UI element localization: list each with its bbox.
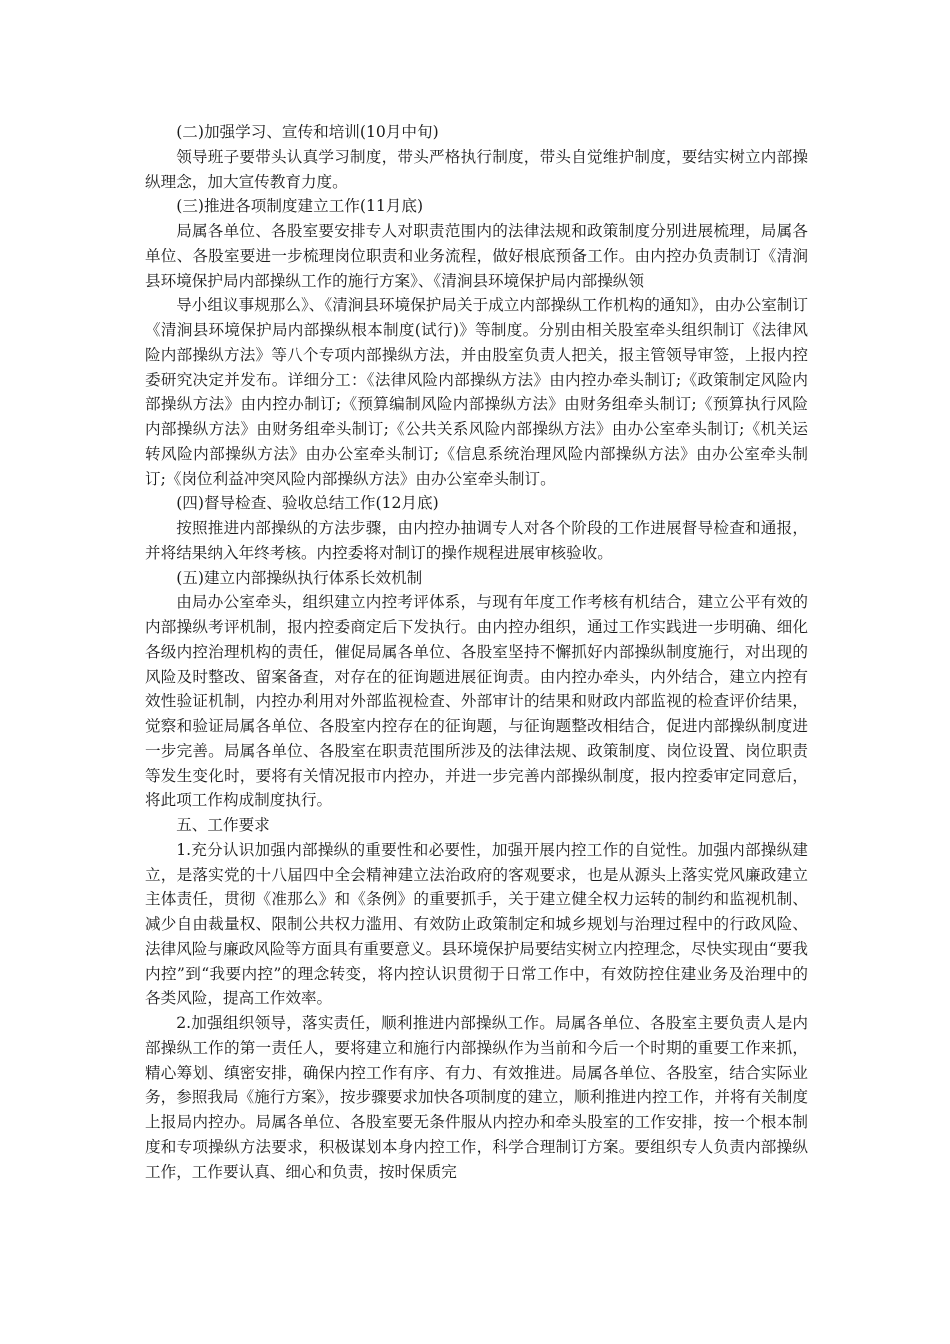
section-work-requirements: 五、工作要求 — [176, 816, 270, 834]
heading-long-term-mechanism: (五)建立内部操纵执行体系长效机制 — [176, 568, 423, 587]
heading-inspection: (四)督导检查、验收总结工作(12月底) — [176, 494, 439, 513]
paragraph-long-term-mechanism: 由局办公室牵头，组织建立内控考评体系，与现有年度工作考核有机结合，建立公平有效的内部操纵考评机制，报内控委商定后下发执行。由内控办组织，通过工作实践进一步明确、细化各级内控治理机构的责任，催促局属各单位、各股室坚持不懈抓好内部操纵制度施行，对出现的风险及时整改、留案备查，对存在的征询题进展征询责。由内控办牵头，内外结合，建立内控有效性验证机制，内控办利用对外部监视检查、外部审计的结果和财政内部监视的检查评价结果，觉察和验证局属各单位、各股室内控存在的征询题，与征询题整改相结合，促进内部操纵制度进一步完善。局属各单位、各股室在职责范围所涉及的法律法规、政策制度、岗位设置、岗位职责等发生变化时，要将有关情况报市内控办，并进一步完善内部操纵制度，报内控委审定同意后，将此项工作构成制度执行。 — [145, 593, 808, 810]
heading-system-building: (三)推进各项制度建立工作(11月底) — [176, 197, 424, 216]
document-body — [145, 120, 808, 1184]
heading-study-training: (二)加强学习、宣传和培训(10月中旬) — [176, 123, 439, 141]
paragraph-system-building-part2: 导小组议事规那么》、《清涧县环境保护局关于成立内部操纵工作机构的通知》，由办公室制订《清涧县环境保护局内部操纵根本制度(试行)》等制度。分别由相关股室牵头组织制订《法律风险内部操纵方法》等八个专项内部操纵方法，并由股室负责人把关，报主管领导审签，上报内控委研究决定并发布。详细分工：《法律风险内部操纵方法》由内控办牵头制订;《政策制定风险内部操纵方法》由内控办制订;《预算编制风险内部操纵方法》由财务组牵头制订;《预算执行风险内部操纵方法》由财务组牵头制订;《公共关系风险内部操纵方法》由办公室牵头制订;《机关运转风险内部操纵方法》由办公室牵头制订;《信息系统治理风险内部操纵方法》由办公室牵头制订;《岗位利益冲突风险内部操纵方法》由办公室牵头制订。 — [145, 296, 808, 488]
paragraph-study-training: 领导班子要带头认真学习制度，带头严格执行制度，带头自觉维护制度，要结实树立内部操纵理念，加大宣传教育力度。 — [145, 147, 808, 191]
paragraph-system-building — [145, 219, 808, 491]
paragraph-inspection: 按照推进内部操纵的方法步骤，由内控办抽调专人对各个阶段的工作进展督导检查和通报，并将结果纳入年终考核。内控委将对制订的操作规程进展审核验收。 — [145, 519, 808, 562]
paragraph-requirement-2: 2.加强组织领导，落实责任，顺利推进内部操纵工作。局属各单位、各股室主要负责人是内部操纵工作的第一责任人，要将建立和施行内部操纵作为当前和今后一个时期的重要工作来抓，精心筹划、缜密安排，确保内控工作有序、有力、有效推进。局属各单位、各股室，结合实际业务，参照我局《施行方案》，按步骤要求加快各项制度的建立，顺利推进内控工作，并将有关制度上报局内控办。局属各单位、各股室要无条件服从内控办和牵头股室的工作安排，按一个根本制度和专项操纵方法要求，积极谋划本身内控工作，科学合理制订方案。要组织专人负责内部操纵工作，工作要认真、细心和负责，按时保质完 — [145, 1014, 808, 1181]
paragraph-requirement-1: 1.充分认识加强内部操纵的重要性和必要性，加强开展内控工作的自觉性。加强内部操纵建立，是落实党的十八届四中全会精神建立法治政府的客观要求，也是从源头上落实党风廉政建立主体责任，贯彻《准那么》和《条例》的重要抓手，关于建立健全权力运转的制约和监视机制、减少自由裁量权、限制公共权力滥用、有效防止政策制定和城乡规划与治理过程中的行政风险、法律风险与廉政风险等方面具有重要意义。县环境保护局要结实树立内控理念，尽快实现由“要我内控”到“我要内控”的理念转变，将内控认识贯彻于日常工作中，有效防控住建业务及治理中的各类风险，提高工作效率。 — [145, 840, 808, 1008]
paragraph-system-building-part1: 局属各单位、各股室要安排专人对职责范围内的法律法规和政策制度分别进展梳理，局属各单位、各股室要进一步梳理岗位职责和业务流程，做好根底预备工作。由内控办负责制订《清涧县环境保护局内部操纵工作的施行方案》、《清涧县环境保护局内部操纵领 — [145, 222, 808, 290]
